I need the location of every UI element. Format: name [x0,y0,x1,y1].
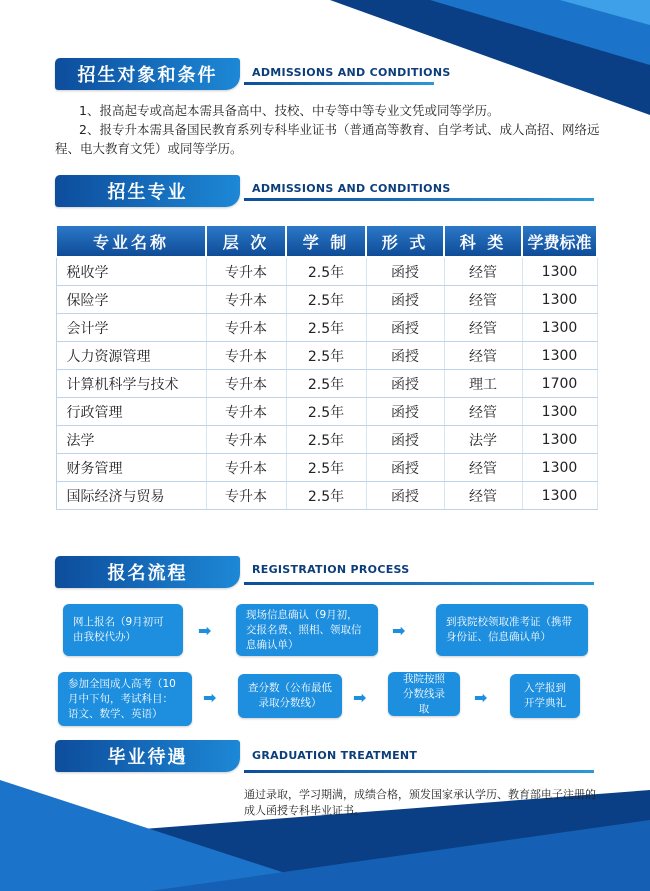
cell-category: 理工 [444,370,522,398]
cell-form: 函授 [366,398,444,426]
cell-major: 会计学 [56,314,206,342]
cell-form: 函授 [366,342,444,370]
cell-duration: 2.5年 [286,286,366,314]
cell-duration: 2.5年 [286,426,366,454]
process-step-national-exam: 参加全国成人高考（10月中下旬，考试科目：语文、数学、英语） [58,672,192,726]
table-row [56,398,597,426]
process-subtitle: REGISTRATION PROCESS [252,563,410,576]
cell-form: 函授 [366,426,444,454]
cell-category: 经管 [444,314,522,342]
condition-item-1: 1、报高起专或高起本需具备高中、技校、中专等中等专业文凭或同等学历。 [79,103,500,118]
cell-fee: 1300 [522,398,597,426]
cell-major: 保险学 [56,286,206,314]
header-duration: 学 制 [286,225,366,257]
cell-level: 专升本 [206,370,286,398]
cell-fee: 1300 [522,314,597,342]
cell-major: 国际经济与贸易 [56,482,206,510]
cell-form: 函授 [366,286,444,314]
cell-level: 专升本 [206,482,286,510]
cell-duration: 2.5年 [286,342,366,370]
table-row [56,314,597,342]
cell-form: 函授 [366,482,444,510]
process-step-check-scores: 查分数（公布最低录取分数线） [238,674,342,718]
table-row [56,482,597,510]
conditions-subtitle: ADMISSIONS AND CONDITIONS [252,66,451,79]
cell-form: 函授 [366,370,444,398]
conditions-underline [244,82,434,85]
cell-category: 经管 [444,454,522,482]
cell-level: 专升本 [206,342,286,370]
table-row [56,342,597,370]
process-step-online-registration: 网上报名（9月初可由我校代办） [63,604,183,656]
cell-category: 经管 [444,398,522,426]
condition-item-2: 2、报专升本需具备国民教育系列专科毕业证书（普通高等教育、自学考试、成人高招、网络远程、电大教育文凭）或同等学历。 [55,122,600,156]
process-step-enrollment: 我院按照分数线录取 [388,672,460,716]
process-step-onsite-confirmation: 现场信息确认（9月初，交报名费、照相、领取信息确认单） [236,604,378,656]
arrow-icon: ➡ [474,688,488,707]
process-underline [244,582,594,585]
cell-fee: 1300 [522,454,597,482]
header-major: 专业名称 [56,225,206,257]
majors-subtitle: ADMISSIONS AND CONDITIONS [252,182,451,195]
cell-major: 财务管理 [56,454,206,482]
majors-title: 招生专业 [55,175,240,207]
table-row [56,454,597,482]
cell-form: 函授 [366,257,444,286]
cell-duration: 2.5年 [286,257,366,286]
table-header-row [56,225,597,257]
cell-fee: 1300 [522,257,597,286]
cell-category: 经管 [444,482,522,510]
majors-underline [244,198,594,201]
cell-fee: 1300 [522,342,597,370]
process-step-orientation: 入学报到开学典礼 [510,674,580,718]
cell-level: 专升本 [206,398,286,426]
header-category: 科 类 [444,225,522,257]
cell-category: 经管 [444,286,522,314]
cell-fee: 1300 [522,286,597,314]
cell-duration: 2.5年 [286,314,366,342]
cell-form: 函授 [366,454,444,482]
cell-level: 专升本 [206,454,286,482]
graduation-subtitle: GRADUATION TREATMENT [252,749,418,762]
cell-level: 专升本 [206,257,286,286]
cell-major: 计算机科学与技术 [56,370,206,398]
table-row [56,286,597,314]
cell-category: 法学 [444,426,522,454]
header-level: 层 次 [206,225,286,257]
graduation-title: 毕业待遇 [55,740,240,772]
cell-major: 税收学 [56,257,206,286]
cell-major: 法学 [56,426,206,454]
conditions-title: 招生对象和条件 [55,58,240,90]
header-form: 形 式 [366,225,444,257]
cell-duration: 2.5年 [286,482,366,510]
graduation-underline [244,770,594,773]
arrow-icon: ➡ [392,621,406,640]
cell-duration: 2.5年 [286,454,366,482]
cell-category: 经管 [444,342,522,370]
table-row [56,370,597,398]
arrow-icon: ➡ [198,621,212,640]
cell-fee: 1300 [522,426,597,454]
cell-duration: 2.5年 [286,398,366,426]
graduation-text: 通过录取，学习期满，成绩合格，颁发国家承认学历、教育部电子注册的成人函授专科毕业证书。 [244,788,596,817]
table-row [56,426,597,454]
cell-level: 专升本 [206,426,286,454]
cell-major: 人力资源管理 [56,342,206,370]
cell-form: 函授 [366,314,444,342]
header-fee: 学费标准 [522,225,597,257]
arrow-icon: ➡ [203,688,217,707]
cell-category: 经管 [444,257,522,286]
majors-table [55,224,598,510]
arrow-icon: ➡ [353,688,367,707]
process-title: 报名流程 [55,556,240,588]
table-row [56,257,597,286]
cell-fee: 1300 [522,482,597,510]
process-step-admission-ticket: 到我院校领取准考证（携带身份证、信息确认单） [436,604,588,656]
cell-level: 专升本 [206,314,286,342]
cell-major: 行政管理 [56,398,206,426]
cell-fee: 1700 [522,370,597,398]
cell-level: 专升本 [206,286,286,314]
cell-duration: 2.5年 [286,370,366,398]
conditions-text [55,101,610,158]
